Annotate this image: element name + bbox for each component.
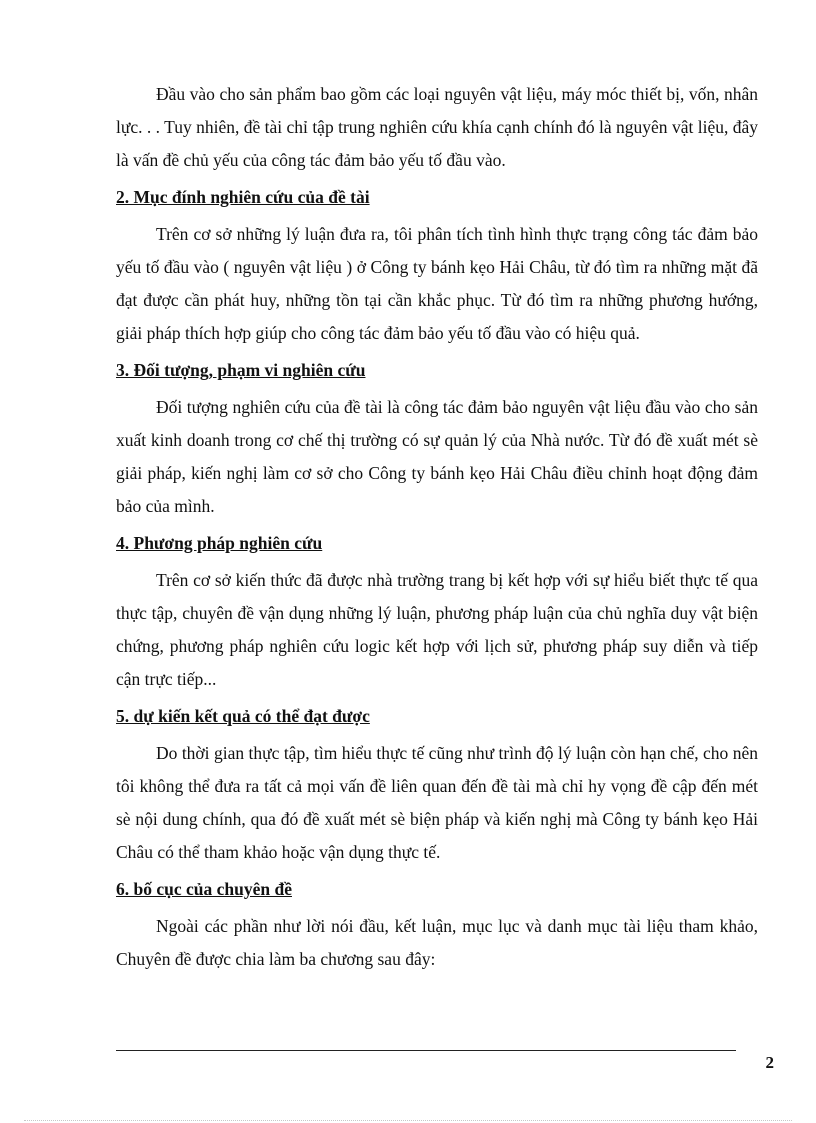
section-paragraph-structure: Ngoài các phần như lời nói đầu, kết luận, mục lục và danh mục tài liệu tham khảo, Chuyên đề được chia làm ba chương sau đây: [116,916,758,969]
intro-paragraph: Đầu vào cho sản phẩm bao gồm các loại nguyên vật liệu, máy móc thiết bị, vốn, nhân lực. . . Tuy nhiên, đề tài chỉ tập trung nghiên cứu khía cạnh chính đó là nguyên vật liệu, đây là vấn đề chủ yếu của công tác đảm bảo yếu tố đầu vào. [116,84,758,170]
page-bottom-edge [24,1120,792,1121]
section-heading-scope: 3. Đối tượng, phạm vi nghiên cứu [116,360,366,380]
section-heading-purpose: 2. Mục đính nghiên cứu của đề tài [116,187,370,207]
page-number: 2 [765,1053,774,1072]
page-body [116,78,758,980]
section-paragraph-scope: Đối tượng nghiên cứu của đề tài là công tác đảm bảo nguyên vật liệu đầu vào cho sản xuất kinh doanh trong cơ chế thị trường có sự quản lý của Nhà nước. Từ đó đề xuất mét sè giải pháp, kiến nghị làm cơ sở cho Công ty bánh kẹo Hải Châu điều chỉnh hoạt động đảm bảo của mình. [116,397,758,516]
section-paragraph-purpose: Trên cơ sở những lý luận đưa ra, tôi phân tích tình hình thực trạng công tác đảm bảo yếu tố đầu vào ( nguyên vật liệu ) ở Công ty bánh kẹo Hải Châu, từ đó tìm ra những mặt đã đạt được cần phát huy, những tồn tại cần khắc phục. Từ đó tìm ra những phương hướng, giải pháp thích hợp giúp cho công tác đảm bảo yếu tố đầu vào có hiệu quả. [116,224,758,343]
section-heading-expected-results: 5. dự kiến kết quả có thể đạt được [116,706,370,726]
section-heading-method: 4. Phương pháp nghiên cứu [116,533,323,553]
footer-divider [116,1050,736,1051]
section-paragraph-method: Trên cơ sở kiến thức đã được nhà trường trang bị kết hợp với sự hiểu biết thực tế qua thực tập, chuyên đề vận dụng những lý luận, phương pháp luận của chủ nghĩa duy vật biện chứng, phương pháp nghiên cứu logic kết hợp với lịch sử, phương pháp suy diễn và tiếp cận trực tiếp... [116,570,758,689]
section-paragraph-expected-results: Do thời gian thực tập, tìm hiểu thực tế cũng như trình độ lý luận còn hạn chế, cho nên tôi không thể đưa ra tất cả mọi vấn đề liên quan đến đề tài mà chỉ hy vọng đề cập đến mét sè nội dung chính, qua đó đề xuất mét sè biện pháp và kiến nghị mà Công ty bánh kẹo Hải Châu có thể tham khảo hoặc vận dụng thực tế. [116,743,758,862]
section-heading-structure: 6. bố cục của chuyên đề [116,879,292,899]
